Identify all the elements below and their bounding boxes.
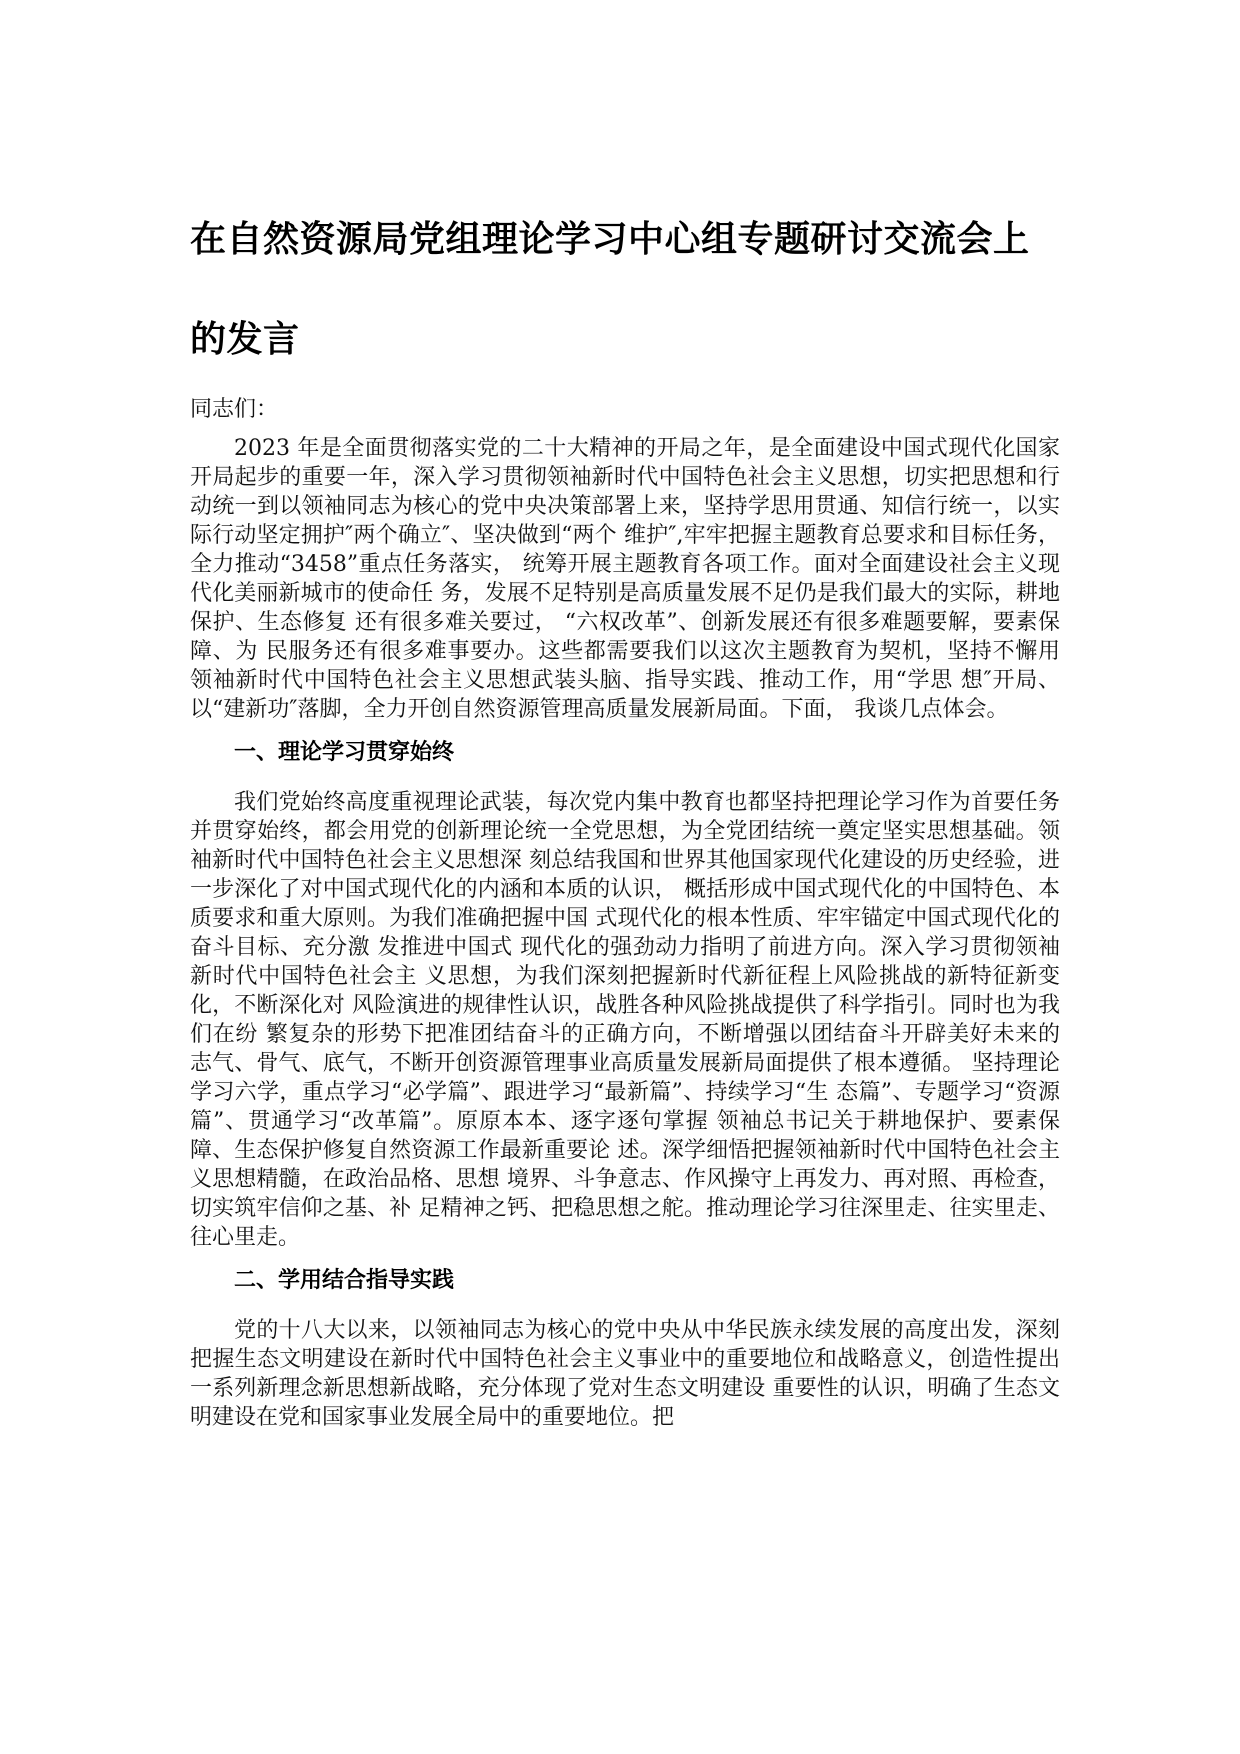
- section-2-paragraph: 党的十八大以来，以领袖同志为核心的党中央从中华民族永续发展的高度出发，深刻把握生态文明建设在新时代中国特色社会主义事业中的重要地位和战略意义，创造性提出一系列新理念新思想新战略，充分体现了党对生态文明建设 重要性的认识，明确了生态文明建设在党和国家事业发展全局中的重要地位。把: [190, 1318, 1060, 1430]
- section-heading-2: 二、学用结合指导实践: [234, 1268, 455, 1293]
- document-body: [190, 190, 1060, 1444]
- intro-paragraph: 2023 年是全面贯彻落实党的二十大精神的开局之年，是全面建设中国式现代化国家开局起步的重要一年，深入学习贯彻领袖新时代中国特色社会主义思想，切实把思想和行动统一到以领袖同志为核心的党中央决策部署上来，坚持学思用贯通、知信行统一，以实际行动坚定拥护″两个确立″、坚决做到“两个 维护″,牢牢把握主题教育总要求和目标任务，全力推动“3458”重点任务落实， 统筹开展主题教育各项工作。面对全面建设社会主义现代化美丽新城市的使命任 务，发展不足特别是高质量发展不足仍是我们最大的实际，耕地保护、生态修复 还有很多难关要过， “六权改革”、创新发展还有很多难题要解，要素保障、为 民服务还有很多难事要办。这些都需要我们以这次主题教育为契机，坚持不懈用 领袖新时代中国特色社会主义思想武装头脑、指导实践、推动工作，用“学思 想″开局、以“建新功″落脚，全力开创自然资源管理高质量发展新局面。下面， 我谈几点体会。: [190, 436, 1060, 722]
- section-1-paragraph: 我们党始终高度重视理论武装，每次党内集中教育也都坚持把理论学习作为首要任务并贯穿始终，都会用党的创新理论统一全党思想，为全党团结统一奠定坚实思想基础。领袖新时代中国特色社会主义思想深 刻总结我国和世界其他国家现代化建设的历史经验，进一步深化了对中国式现代化的内涵和本质的认识， 概括形成中国式现代化的中国特色、本质要求和重大原则。为我们准确把握中国 式现代化的根本性质、牢牢锚定中国式现代化的奋斗目标、充分激 发推进中国式 现代化的强劲动力指明了前进方向。深入学习贯彻领袖新时代中国特色社会主 义思想，为我们深刻把握新时代新征程上风险挑战的新特征新变化，不断深化对 风险演进的规律性认识，战胜各种风险挑战提供了科学指引。同时也为我们在纷 繁复杂的形势下把准团结奋斗的正确方向，不断增强以团结奋斗开辟美好未来的 志气、骨气、底气，不断开创资源管理事业高质量发展新局面提供了根本遵循。 坚持理论学习六学，重点学习“必学篇”、跟进学习“最新篇”、持续学习“生 态篇”、专题学习“资源篇”、贯通学习“改革篇”。原原本本、逐字逐句掌握 领袖总书记关于耕地保护、要素保障、生态保护修复自然资源工作最新重要论 述。深学细悟把握领袖新时代中国特色社会主义思想精髓，在政治品格、思想 境界、斗争意志、作风操守上再发力、再对照、再检查，切实筑牢信仰之基、补 足精神之钙、把稳思想之舵。推动理论学习往深里走、往实里走、往心里走。: [190, 790, 1060, 1250]
- document-title: 在自然资源局党组理论学习中心组专题研讨交流会上的发言: [190, 219, 1030, 360]
- salutation: 同志们：: [190, 397, 279, 422]
- section-heading-1: 一、理论学习贯穿始终: [234, 740, 455, 765]
